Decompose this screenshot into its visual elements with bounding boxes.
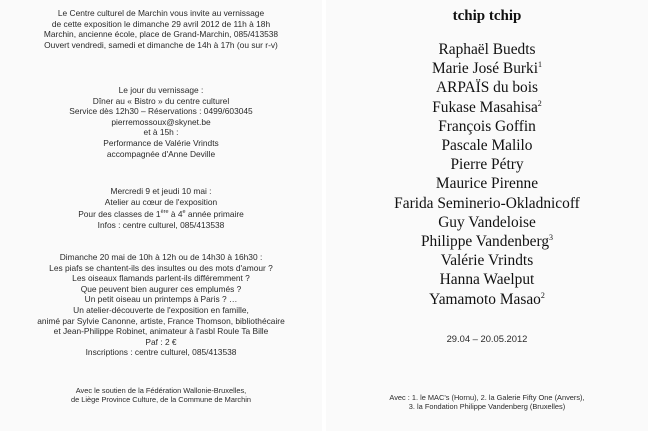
artist-label: Pierre Pétry — [450, 156, 524, 174]
artist-name — [326, 270, 648, 289]
workshop-line: Paf : 2 € — [145, 336, 177, 347]
artist-name — [326, 194, 648, 213]
atelier-line: Infos : centre culturel, 085/413538 — [97, 219, 225, 230]
intro-line: Marchin, ancienne école, place de Grand-Marchin, 085/413538 — [43, 29, 279, 40]
intro-line: Ouvert vendredi, samedi et dimanche de 14h à 17h (ou sur r-v) — [44, 39, 278, 50]
artist-list — [326, 40, 648, 309]
intro-line: Le Centre culturel de Marchin vous invite au vernissage — [57, 8, 265, 18]
atelier-classes-text: à 4 — [168, 208, 183, 219]
artist-label: Guy Vandeloise — [438, 213, 536, 231]
atelier-ordinal: e — [182, 209, 186, 216]
atelier-ordinal: ère — [160, 209, 169, 216]
artist-name — [326, 59, 648, 78]
artist-footnote: 2 — [540, 290, 545, 300]
exhibition-dates: 29.04 – 20.05.2012 — [446, 333, 528, 344]
artist-name — [326, 174, 648, 193]
vernissage-line: Le jour du vernissage : — [118, 85, 204, 95]
support-credits — [0, 386, 322, 404]
artist-label: Valérie Vrindts — [440, 252, 534, 270]
workshop-line: animé par Sylvie Canonne, artiste, France Thomson, bibliothécaire — [37, 315, 285, 326]
artist-label: Fukase Masahisa — [432, 98, 538, 116]
partner-line: Avec : 1. le MAC's (Hornu), 2. la Galerie Fifty One (Anvers), — [389, 393, 585, 402]
atelier-classes-text: année primaire — [185, 208, 244, 219]
artist-name — [326, 213, 648, 232]
workshop-line: Que peuvent bien augurer ces emplumés ? — [80, 283, 242, 294]
partner-credits — [326, 393, 648, 411]
artist-name — [326, 155, 648, 174]
email-link[interactable]: pierremossoux@skynet.be — [111, 116, 211, 127]
artist-label: Marie José Burki — [431, 60, 538, 78]
vernissage-line: accompagnée d'Anne Deville — [106, 148, 216, 159]
support-line: Avec le soutien de la Fédération Wallonie-Bruxelles, — [75, 386, 247, 395]
vernissage-line: Service dès 12h30 – Réservations : 0499/603045 — [69, 106, 253, 117]
artist-name — [326, 117, 648, 136]
atelier-classes-line — [0, 207, 322, 219]
partner-line: 3. la Fondation Philippe Vandenberg (Bruxelles) — [408, 402, 566, 411]
artist-label: Farida Seminerio-Okladnicoff — [394, 194, 580, 212]
artist-name — [326, 98, 648, 117]
exhibition-title: tchip tchip — [452, 8, 522, 24]
vernissage-line: et à 15h : — [143, 127, 179, 138]
artist-name — [326, 290, 648, 309]
artist-name — [326, 78, 648, 97]
artist-label: François Goffin — [438, 117, 536, 135]
atelier-line: Mercredi 9 et jeudi 10 mai : — [110, 186, 212, 196]
vernissage-line: Dîner au « Bistro » du centre culturel — [92, 95, 230, 106]
workshop-line: Un petit oiseau un printemps à Paris ? … — [84, 294, 238, 305]
workshop-line: et Jean-Philippe Robinet, animateur à l'asbl Roule Ta Bille — [53, 326, 269, 337]
artist-footnote: 3 — [549, 233, 554, 243]
artist-footnote: 1 — [538, 60, 542, 70]
support-line: de Liège Province Culture, de la Commune de Marchin — [71, 395, 251, 404]
artist-label: Hanna Waelput — [439, 271, 535, 289]
intro-line: de cette exposition le dimanche 29 avril 2012 de 11h à 18h — [51, 18, 271, 29]
atelier-block — [0, 186, 322, 230]
artist-label: ARPAÏS du bois — [435, 79, 539, 97]
artist-name — [326, 251, 648, 270]
workshop-line: Les oiseaux flamands parlent-ils différemment ? — [72, 273, 250, 284]
artist-name — [326, 40, 648, 59]
atelier-classes-text: Pour des classes de 1 — [78, 208, 161, 219]
vernissage-block — [0, 85, 322, 159]
intro-block — [0, 8, 322, 50]
artist-label: Philippe Vandenberg — [420, 233, 550, 251]
workshop-line: Inscriptions : centre culturel, 085/413538 — [85, 347, 237, 358]
artist-name — [326, 232, 648, 251]
invitation-left-page — [0, 0, 322, 431]
artist-name — [326, 136, 648, 155]
invitation-right-page — [326, 0, 648, 431]
workshop-line: Un atelier-découverte de l'exposition en famille, — [73, 304, 249, 315]
workshop-line: Les piafs se chantent-ils des insultes ou des mots d'amour ? — [49, 262, 273, 273]
artist-label: Yamamoto Masao — [429, 290, 541, 308]
artist-label: Pascale Malilo — [441, 137, 533, 155]
atelier-line: Atelier au cœur de l'exposition — [104, 196, 218, 207]
vernissage-line: Performance de Valérie Vrindts — [103, 137, 219, 148]
artist-label: Raphaël Buedts — [438, 41, 536, 58]
workshop-line: Dimanche 20 mai de 10h à 12h ou de 14h30 à 16h30 : — [59, 252, 263, 262]
family-workshop-block — [0, 252, 322, 358]
artist-footnote: 2 — [537, 98, 542, 108]
artist-label: Maurice Pirenne — [435, 175, 539, 193]
